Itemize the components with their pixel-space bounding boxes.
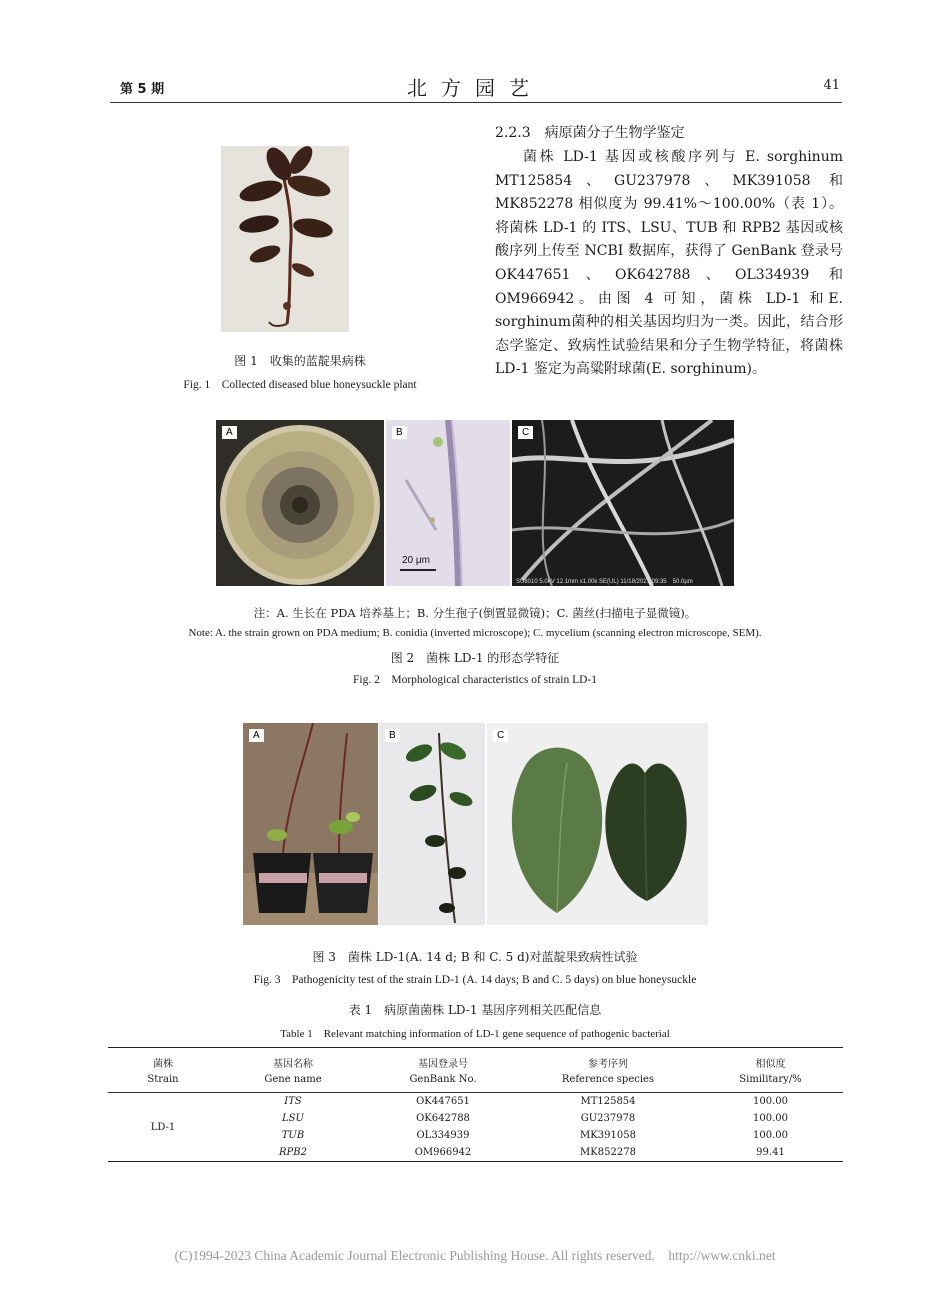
th-gene-cn: 基因名称 [273, 1059, 313, 1070]
fig2-caption-cn: 图 2 菌株 LD-1 的形态学特征 [390, 651, 560, 665]
fig1-caption-cn: 图 1 收集的蓝靛果病株 [234, 354, 366, 368]
th-strain-en: Strain [147, 1074, 179, 1085]
scale-bar-label: 20 μm [402, 555, 430, 566]
fig2-label-a: A [222, 426, 237, 439]
table-row [108, 1127, 843, 1144]
reference-cell: MK391058 [580, 1130, 636, 1141]
th-similarity-cn: 相似度 [755, 1059, 786, 1070]
th-gene-en: Gene name [264, 1074, 322, 1085]
table-header-en [108, 1071, 843, 1093]
infected-leaves-illustration [487, 723, 708, 925]
fig3-panel-a [243, 723, 378, 925]
diseased-plant-illustration [221, 146, 349, 332]
gene-cell: RPB2 [279, 1147, 307, 1158]
genbank-cell: OL334939 [416, 1130, 470, 1141]
page-number: 41 [823, 78, 840, 93]
similarity-cell: 100.00 [753, 1130, 788, 1141]
fig2-panel-b [386, 420, 510, 586]
fig2-note-en: Note: A. the strain grown on PDA medium; B. conidia (inverted microscope); C. mycelium (scanning electron microscope, SEM). [188, 627, 762, 639]
fig3-caption-en: Fig. 3 Pathogenicity test of the strain LD-1 (A. 14 days; B and C. 5 days) on blue honeysuckle [253, 974, 697, 986]
gene-cell: LSU [282, 1113, 304, 1124]
fig2-label-c: C [518, 426, 533, 439]
fig1-caption-en: Fig. 1 Collected diseased blue honeysuckle plant [183, 379, 417, 391]
gene-cell: TUB [281, 1130, 305, 1141]
fig3-caption-cn: 图 3 菌株 LD-1(A. 14 d; B 和 C. 5 d)对蓝靛果致病性试验 [312, 950, 638, 964]
table-header-cn [108, 1048, 843, 1071]
th-strain-cn: 菌株 [153, 1059, 173, 1070]
fig2-panel-c [512, 420, 734, 586]
fig2-panel-a [216, 420, 384, 586]
th-similarity-en: Similitary/% [739, 1074, 802, 1085]
section-heading: 2.2.3 病原菌分子生物学鉴定 [495, 125, 685, 141]
fig3-label-a: A [249, 729, 264, 742]
journal-title: 北方园艺 [407, 76, 543, 100]
genbank-cell: OM966942 [414, 1147, 472, 1158]
similarity-cell: 100.00 [753, 1096, 788, 1107]
table1 [108, 1047, 843, 1162]
strain-cell: LD-1 [150, 1121, 176, 1133]
th-genbank-cn: 基因登录号 [418, 1059, 468, 1070]
similarity-cell: 100.00 [753, 1113, 788, 1124]
table1-caption-en: Table 1 Relevant matching information of LD-1 gene sequence of pathogenic bacterial [280, 1028, 670, 1040]
genbank-cell: OK642788 [416, 1113, 470, 1124]
th-reference-en: Reference species [561, 1074, 655, 1085]
th-genbank-en: GenBank No. [409, 1074, 477, 1085]
copyright-footer: (C)1994-2023 China Academic Journal Electronic Publishing House. All rights reserved. http://www.cnki.net [174, 1248, 776, 1263]
reference-cell: GU237978 [580, 1113, 636, 1124]
fig2-label-b: B [392, 426, 407, 439]
fig2-caption-en: Fig. 2 Morphological characteristics of strain LD-1 [353, 674, 597, 686]
similarity-cell: 99.41 [756, 1147, 785, 1158]
fig3-label-b: B [385, 729, 400, 742]
potted-plants-illustration [243, 723, 378, 925]
fig3-panel-c [487, 723, 708, 925]
section-paragraph: 菌株 LD-1 基因或核酸序列与 E. sorghinum MT125854、GU237978、MK391058 和 MK852278 相似度为 99.41%～100.00%（表 1）。将菌株 LD-1 的 ITS、LSU、TUB 和 RPB2 基因或核酸序列上传至 NCBI 数据库，获得了 GenBank 登录号 OK447651、OK642788、OL334939 和 OM966942。由图 4 可知，菌株 LD-1 和E. sorghinum菌种的相关基因均归为一类。因此，结合形态学鉴定、致病性试验结果和分子生物学特征，将菌株 LD-1 鉴定为高粱附球菌(E. sorghinum)。 [495, 149, 843, 378]
reference-cell: MT125854 [580, 1096, 636, 1107]
table1-grid [108, 1048, 843, 1161]
issue-number: 第 5 期 [120, 82, 165, 97]
header-rule [110, 102, 842, 103]
table1-caption-cn: 表 1 病原菌菌株 LD-1 基因序列相关匹配信息 [348, 1003, 602, 1017]
th-reference-cn: 参考序列 [588, 1059, 628, 1070]
table-row [108, 1144, 843, 1161]
fig2-note-cn: 注：A. 生长在 PDA 培养基上；B. 分生孢子(倒置显微镜)；C. 菌丝(扫描电子显微镜)。 [253, 606, 697, 620]
sem-info-bar: SU8010 5.0kV 12.1mm x1.00k SE(UL) 11/18/2021 09:35 50.0μm [516, 579, 693, 585]
fig3-panel-b [379, 723, 485, 925]
petri-dish-illustration [216, 420, 384, 586]
gene-cell: ITS [284, 1096, 302, 1107]
mycelium-sem-illustration [512, 420, 734, 586]
table-row [108, 1110, 843, 1127]
table-row [108, 1093, 843, 1110]
fig1-photo [221, 146, 349, 332]
fig3-label-c: C [493, 729, 508, 742]
reference-cell: MK852278 [580, 1147, 636, 1158]
infected-branch-illustration [379, 723, 485, 925]
genbank-cell: OK447651 [416, 1096, 470, 1107]
